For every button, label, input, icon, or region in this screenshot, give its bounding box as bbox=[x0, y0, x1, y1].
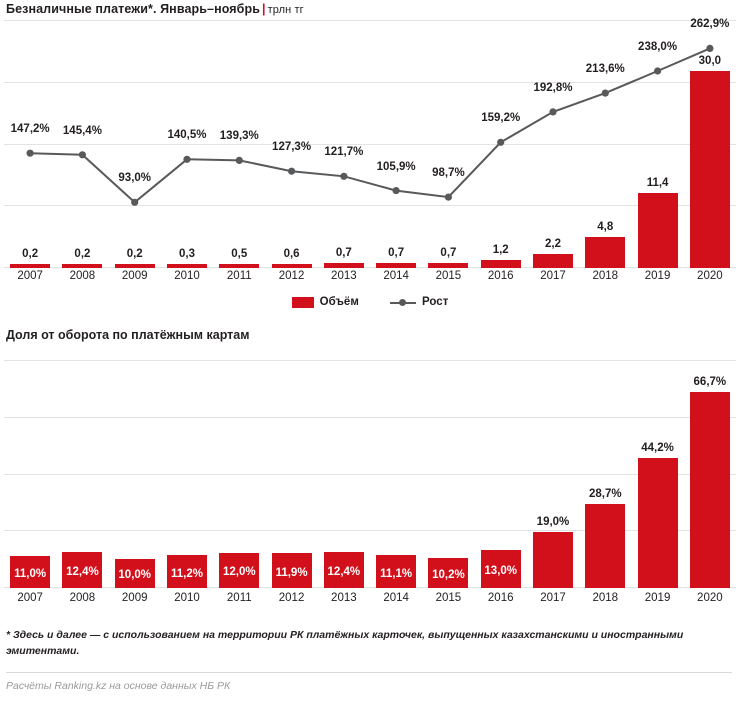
chart1-growth-value-label: 98,7% bbox=[432, 167, 465, 180]
title-main-text: Безналичные платежи*. Январь–ноябрь bbox=[6, 2, 261, 16]
chart1-x-label: 2010 bbox=[174, 270, 200, 282]
chart2-x-axis-labels bbox=[4, 592, 736, 610]
chart1-growth-value-label: 147,2% bbox=[10, 123, 50, 136]
chart2-bar-value-label: 66,7% bbox=[693, 375, 727, 388]
chart2-column bbox=[370, 360, 422, 588]
chart2-column bbox=[318, 360, 370, 588]
legend-item-volume bbox=[292, 296, 359, 308]
chart1-growth-value-label: 159,2% bbox=[481, 112, 521, 125]
chart2-bar-value-label: 19,0% bbox=[536, 516, 570, 529]
page-title bbox=[6, 2, 734, 16]
footnote-text: * Здесь и далее — с использованием на территории РК платёжных карточек, выпущенных казахстанскими и иностранными эмитентами. bbox=[6, 629, 684, 657]
chart2-bar-value-label: 12,4% bbox=[327, 565, 361, 578]
chart1-bar-value-label: 0,7 bbox=[388, 247, 405, 260]
chart1-growth-value-label: 127,3% bbox=[272, 141, 312, 154]
chart2-column bbox=[684, 360, 736, 588]
legend-volume-label: Объём bbox=[319, 296, 359, 308]
chart1-bar-value-label: 0,2 bbox=[126, 248, 143, 260]
footer-divider bbox=[6, 672, 732, 673]
chart2-bar-value-label: 44,2% bbox=[641, 441, 674, 454]
chart1-x-label: 2009 bbox=[121, 270, 148, 282]
chart1-x-label: 2019 bbox=[644, 270, 671, 282]
chart1-x-label: 2012 bbox=[278, 270, 305, 282]
chart1-bar-value-label: 0,2 bbox=[74, 248, 91, 260]
chart1-bar-value-label: 0,3 bbox=[178, 248, 195, 260]
chart2-column bbox=[4, 360, 56, 588]
chart1-x-label: 2017 bbox=[540, 270, 566, 282]
chart2-x-label: 2010 bbox=[174, 592, 200, 604]
chart1-growth-value-label: 192,8% bbox=[533, 81, 573, 94]
chart2-bar bbox=[533, 532, 573, 588]
chart2-column bbox=[109, 360, 161, 588]
chart1-growth-value-label: 139,3% bbox=[219, 130, 259, 143]
chart2-column bbox=[161, 360, 213, 588]
chart1-growth-value-label: 105,9% bbox=[376, 160, 416, 173]
chart2-x-label: 2020 bbox=[697, 592, 723, 604]
legend-growth-line-icon bbox=[390, 297, 416, 308]
chart1-bar-value-label: 0,7 bbox=[335, 247, 352, 260]
chart2-plot-area bbox=[4, 360, 736, 588]
chart1-growth-value-label: 140,5% bbox=[167, 129, 207, 142]
chart-volume-and-growth bbox=[4, 20, 736, 268]
chart2-column bbox=[265, 360, 317, 588]
chart1-bar-value-label: 0,6 bbox=[283, 248, 300, 260]
chart2-column bbox=[475, 360, 527, 588]
chart2-bar-value-label: 12,0% bbox=[222, 566, 256, 579]
chart1-bar-value-label: 11,4 bbox=[646, 177, 669, 190]
chart2-column bbox=[631, 360, 683, 588]
chart1-growth-value-label: 238,0% bbox=[638, 40, 678, 53]
chart2-x-label: 2013 bbox=[331, 592, 357, 604]
chart2-x-label: 2008 bbox=[69, 592, 96, 604]
chart2-column bbox=[527, 360, 579, 588]
legend-volume-swatch-icon bbox=[292, 297, 314, 308]
chart2-bar bbox=[690, 392, 730, 588]
chart1-x-label: 2008 bbox=[69, 270, 96, 282]
chart1-bar-value-label: 0,7 bbox=[440, 247, 457, 260]
chart2-bar-value-label: 11,2% bbox=[170, 567, 203, 580]
chart2-x-label: 2011 bbox=[226, 592, 252, 604]
chart2-x-label: 2016 bbox=[487, 592, 514, 604]
legend-item-growth bbox=[390, 296, 448, 308]
source-text: Расчёты Ranking.kz на основе данных НБ РК bbox=[6, 680, 231, 692]
chart1-growth-value-label: 213,6% bbox=[585, 63, 625, 76]
chart1-x-axis-labels bbox=[4, 270, 736, 288]
chart2-bar-value-label: 11,9% bbox=[275, 566, 308, 579]
chart2-bar-value-label: 13,0% bbox=[484, 564, 518, 577]
chart2-column bbox=[213, 360, 265, 588]
chart1-growth-value-label: 262,9% bbox=[690, 18, 730, 31]
chart2-bar-value-label: 11,1% bbox=[380, 567, 413, 580]
legend-growth-label: Рост bbox=[422, 296, 449, 308]
title-unit-text: трлн тг bbox=[267, 4, 304, 16]
chart1-bar-value-label: 30,0 bbox=[698, 55, 722, 68]
chart1-growth-line bbox=[4, 20, 736, 268]
chart1-x-label: 2011 bbox=[226, 270, 252, 282]
chart1-x-label: 2016 bbox=[487, 270, 514, 282]
chart1-x-label: 2018 bbox=[592, 270, 619, 282]
chart1-bar-value-label: 1,2 bbox=[492, 244, 509, 257]
chart2-x-label: 2017 bbox=[540, 592, 566, 604]
chart1-x-label: 2015 bbox=[435, 270, 462, 282]
chart2-title: Доля от оборота по платёжным картам bbox=[6, 328, 250, 342]
chart1-bar-value-label: 0,2 bbox=[22, 248, 39, 260]
chart1-bar-value-label: 0,5 bbox=[231, 248, 248, 260]
chart2-x-label: 2009 bbox=[121, 592, 148, 604]
chart2-bar bbox=[585, 504, 625, 588]
chart2-x-label: 2012 bbox=[278, 592, 305, 604]
chart2-bar-value-label: 10,0% bbox=[118, 569, 152, 582]
chart2-bar-value-label: 10,2% bbox=[432, 569, 465, 581]
chart2-x-label: 2019 bbox=[644, 592, 671, 604]
chart1-x-label: 2020 bbox=[697, 270, 723, 282]
chart1-growth-value-label: 145,4% bbox=[62, 124, 102, 137]
chart1-legend bbox=[0, 296, 740, 308]
chart2-column bbox=[56, 360, 108, 588]
chart2-x-label: 2007 bbox=[17, 592, 43, 604]
chart2-bar-value-label: 28,7% bbox=[588, 487, 622, 500]
chart1-bar-value-label: 4,8 bbox=[597, 220, 614, 233]
chart1-growth-value-label: 121,7% bbox=[324, 146, 364, 159]
chart2-bar bbox=[638, 458, 678, 588]
chart2-column bbox=[579, 360, 631, 588]
chart2-x-label: 2014 bbox=[383, 592, 409, 604]
chart2-x-label: 2015 bbox=[435, 592, 462, 604]
chart1-growth-value-label: 93,0% bbox=[118, 172, 152, 185]
chart2-bar-value-label: 11,0% bbox=[14, 567, 47, 580]
title-separator: | bbox=[262, 2, 266, 16]
chart1-bar-value-label: 2,2 bbox=[544, 237, 561, 250]
chart2-bar-value-label: 12,4% bbox=[66, 565, 99, 578]
chart-share-of-card-turnover bbox=[4, 360, 736, 588]
chart1-x-label: 2007 bbox=[17, 270, 43, 282]
chart2-column bbox=[422, 360, 474, 588]
chart1-x-label: 2013 bbox=[331, 270, 357, 282]
chart1-plot-area bbox=[4, 20, 736, 268]
chart1-x-label: 2014 bbox=[383, 270, 409, 282]
chart2-x-label: 2018 bbox=[592, 592, 619, 604]
